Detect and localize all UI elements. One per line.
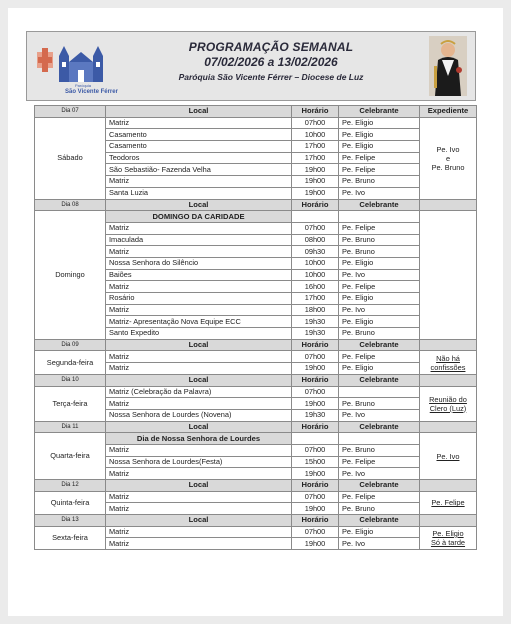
celebrant-cell: Pe. Felipe bbox=[339, 164, 420, 176]
col-header-expediente bbox=[420, 339, 477, 351]
schedule-table bbox=[34, 105, 477, 550]
location-cell: Imaculada bbox=[106, 234, 292, 246]
time-cell: 10h00 bbox=[292, 129, 339, 141]
celebrant-cell: Pe. Eligio bbox=[339, 526, 420, 538]
location-cell: Nossa Senhora do Silêncio bbox=[106, 257, 292, 269]
location-cell: Matriz bbox=[106, 526, 292, 538]
location-cell: Santa Luzia bbox=[106, 187, 292, 199]
expediente-cell bbox=[420, 491, 477, 514]
schedule-row bbox=[35, 351, 477, 363]
time-cell: 07h00 bbox=[292, 526, 339, 538]
celebrant-cell: Pe. Felipe bbox=[339, 351, 420, 363]
time-cell: 10h00 bbox=[292, 257, 339, 269]
day-header-row bbox=[35, 374, 477, 386]
celebrant-cell: Pe. Ivo bbox=[339, 187, 420, 199]
empty-cell bbox=[292, 211, 339, 223]
col-header-local: Local bbox=[106, 421, 292, 433]
location-cell: Matriz bbox=[106, 281, 292, 293]
expediente-line: Pe. Felipe bbox=[431, 498, 465, 508]
col-header-horario: Horário bbox=[292, 421, 339, 433]
time-cell: 07h00 bbox=[292, 444, 339, 456]
time-cell: 19h00 bbox=[292, 503, 339, 515]
col-header-expediente bbox=[420, 480, 477, 492]
location-cell: Matriz bbox=[106, 398, 292, 410]
col-header-local: Local bbox=[106, 199, 292, 211]
day-label: Dia 09 bbox=[35, 339, 106, 351]
day-header-row bbox=[35, 480, 477, 492]
time-cell: 19h00 bbox=[292, 187, 339, 199]
time-cell: 08h00 bbox=[292, 234, 339, 246]
day-label: Dia 10 bbox=[35, 374, 106, 386]
location-cell: Nossa Senhora de Lourdes(Festa) bbox=[106, 456, 292, 468]
expediente-cell bbox=[420, 117, 477, 199]
weekday-cell: Domingo bbox=[35, 211, 106, 340]
col-header-local: Local bbox=[106, 106, 292, 118]
location-cell: Matriz bbox=[106, 363, 292, 375]
location-cell: Matriz (Celebração da Palavra) bbox=[106, 386, 292, 398]
weekday-cell: Sábado bbox=[35, 117, 106, 199]
expediente-line: Clero (Luz) bbox=[429, 403, 467, 413]
celebrant-cell: Pe. Felipe bbox=[339, 491, 420, 503]
celebrant-cell bbox=[339, 386, 420, 398]
subtitle-row bbox=[35, 211, 477, 223]
weekday-cell: Quinta-feira bbox=[35, 491, 106, 514]
expediente-line: Só à tarde bbox=[430, 537, 466, 547]
celebrant-cell: Pe. Eligio bbox=[339, 117, 420, 129]
expediente-cell bbox=[420, 351, 477, 374]
col-header-local: Local bbox=[106, 480, 292, 492]
celebrant-cell: Pe. Ivo bbox=[339, 468, 420, 480]
time-cell: 10h00 bbox=[292, 269, 339, 281]
celebrant-cell: Pe. Eligio bbox=[339, 363, 420, 375]
time-cell: 19h00 bbox=[292, 363, 339, 375]
location-cell: Matriz bbox=[106, 503, 292, 515]
time-cell: 19h00 bbox=[292, 538, 339, 550]
logo-caption: Paróquia bbox=[75, 83, 92, 88]
schedule-title: PROGRAMAÇÃO SEMANAL bbox=[188, 40, 354, 54]
time-cell: 07h00 bbox=[292, 222, 339, 234]
time-cell: 19h00 bbox=[292, 398, 339, 410]
parish-logo-icon bbox=[35, 38, 118, 95]
col-header-expediente: Expediente bbox=[420, 106, 477, 118]
location-cell: Matriz bbox=[106, 351, 292, 363]
weekday-cell: Segunda-feira bbox=[35, 351, 106, 374]
location-cell: São Sebastião- Fazenda Velha bbox=[106, 164, 292, 176]
expediente-line: Não há bbox=[436, 353, 460, 363]
schedule-row bbox=[35, 386, 477, 398]
empty-cell bbox=[339, 211, 420, 223]
location-cell: Matriz- Apresentação Nova Equipe ECC bbox=[106, 316, 292, 328]
col-header-horario: Horário bbox=[292, 480, 339, 492]
time-cell: 19h30 bbox=[292, 316, 339, 328]
location-cell: Rosário bbox=[106, 293, 292, 305]
celebrant-cell: Pe. Felipe bbox=[339, 152, 420, 164]
time-cell: 15h00 bbox=[292, 456, 339, 468]
expediente-cell bbox=[420, 386, 477, 421]
expediente-line: confissões bbox=[430, 362, 466, 372]
time-cell: 19h00 bbox=[292, 176, 339, 188]
celebrant-cell: Pe. Eligio bbox=[339, 141, 420, 153]
time-cell: 19h30 bbox=[292, 409, 339, 421]
col-header-celebrante: Celebrante bbox=[339, 106, 420, 118]
expediente-line: Reunião do bbox=[429, 394, 467, 404]
celebrant-cell: Pe. Eligio bbox=[339, 257, 420, 269]
col-header-expediente bbox=[420, 199, 477, 211]
celebrant-cell: Pe. Bruno bbox=[339, 444, 420, 456]
col-header-local: Local bbox=[106, 339, 292, 351]
location-cell: Matriz bbox=[106, 491, 292, 503]
location-cell: Matriz bbox=[106, 468, 292, 480]
expediente-cell bbox=[420, 526, 477, 549]
col-header-horario: Horário bbox=[292, 339, 339, 351]
col-header-celebrante: Celebrante bbox=[339, 515, 420, 527]
time-cell: 07h00 bbox=[292, 351, 339, 363]
schedule-row bbox=[35, 526, 477, 538]
celebrant-cell: Pe. Ivo bbox=[339, 409, 420, 421]
celebrant-cell: Pe. Bruno bbox=[339, 246, 420, 258]
day-subtitle: Dia de Nossa Senhora de Lourdes bbox=[106, 433, 292, 445]
location-cell: Teodoros bbox=[106, 152, 292, 164]
day-subtitle: DOMINGO DA CARIDADE bbox=[106, 211, 292, 223]
celebrant-cell: Pe. Ivo bbox=[339, 304, 420, 316]
expediente-cell bbox=[420, 211, 477, 340]
expediente-line: e bbox=[445, 153, 451, 163]
celebrant-cell: Pe. Ivo bbox=[339, 269, 420, 281]
celebrant-cell: Pe. Felipe bbox=[339, 456, 420, 468]
subtitle-row bbox=[35, 433, 477, 445]
location-cell: Casamento bbox=[106, 141, 292, 153]
expediente-line: Pe. Ivo bbox=[436, 451, 460, 461]
time-cell: 07h00 bbox=[292, 491, 339, 503]
celebrant-cell: Pe. Bruno bbox=[339, 328, 420, 340]
header-banner bbox=[26, 31, 476, 101]
celebrant-cell: Pe. Ivo bbox=[339, 538, 420, 550]
celebrant-cell: Pe. Eligio bbox=[339, 129, 420, 141]
location-cell: Matriz bbox=[106, 304, 292, 316]
location-cell: Matriz bbox=[106, 538, 292, 550]
celebrant-cell: Pe. Bruno bbox=[339, 503, 420, 515]
day-label: Dia 13 bbox=[35, 515, 106, 527]
time-cell: 07h00 bbox=[292, 386, 339, 398]
day-header-row bbox=[35, 421, 477, 433]
time-cell: 16h00 bbox=[292, 281, 339, 293]
schedule-dates: 07/02/2026 a 13/02/2026 bbox=[204, 55, 338, 69]
col-header-celebrante: Celebrante bbox=[339, 374, 420, 386]
col-header-local: Local bbox=[106, 515, 292, 527]
saint-image-icon bbox=[429, 36, 467, 96]
weekday-cell: Quarta-feira bbox=[35, 433, 106, 480]
col-header-horario: Horário bbox=[292, 106, 339, 118]
location-cell: Santo Expedito bbox=[106, 328, 292, 340]
col-header-expediente bbox=[420, 374, 477, 386]
col-header-expediente bbox=[420, 421, 477, 433]
weekday-cell: Terça-feira bbox=[35, 386, 106, 421]
celebrant-cell: Pe. Eligio bbox=[339, 293, 420, 305]
col-header-expediente bbox=[420, 515, 477, 527]
location-cell: Matriz bbox=[106, 246, 292, 258]
day-label: Dia 07 bbox=[35, 106, 106, 118]
col-header-celebrante: Celebrante bbox=[339, 421, 420, 433]
location-cell: Baiões bbox=[106, 269, 292, 281]
location-cell: Nossa Senhora de Lourdes (Novena) bbox=[106, 409, 292, 421]
celebrant-cell: Pe. Bruno bbox=[339, 234, 420, 246]
expediente-cell bbox=[420, 433, 477, 480]
time-cell: 17h00 bbox=[292, 293, 339, 305]
day-label: Dia 08 bbox=[35, 199, 106, 211]
parish-name: Paróquia São Vicente Férrer – Diocese de Luz bbox=[178, 72, 364, 82]
celebrant-cell: Pe. Felipe bbox=[339, 281, 420, 293]
col-header-horario: Horário bbox=[292, 515, 339, 527]
day-header-row bbox=[35, 199, 477, 211]
location-cell: Matriz bbox=[106, 444, 292, 456]
time-cell: 17h00 bbox=[292, 141, 339, 153]
day-header-row bbox=[35, 339, 477, 351]
location-cell: Casamento bbox=[106, 129, 292, 141]
day-header-row bbox=[35, 106, 477, 118]
col-header-local: Local bbox=[106, 374, 292, 386]
expediente-line: Pe. Ivo bbox=[436, 144, 460, 154]
day-label: Dia 12 bbox=[35, 480, 106, 492]
time-cell: 17h00 bbox=[292, 152, 339, 164]
time-cell: 19h00 bbox=[292, 468, 339, 480]
expediente-line: Pe. Bruno bbox=[431, 162, 465, 172]
col-header-celebrante: Celebrante bbox=[339, 480, 420, 492]
celebrant-cell: Pe. Bruno bbox=[339, 398, 420, 410]
time-cell: 19h30 bbox=[292, 328, 339, 340]
col-header-horario: Horário bbox=[292, 374, 339, 386]
empty-cell bbox=[292, 433, 339, 445]
schedule-row bbox=[35, 491, 477, 503]
col-header-celebrante: Celebrante bbox=[339, 199, 420, 211]
weekday-cell: Sexta-feira bbox=[35, 526, 106, 549]
time-cell: 09h30 bbox=[292, 246, 339, 258]
location-cell: Matriz bbox=[106, 117, 292, 129]
time-cell: 19h00 bbox=[292, 164, 339, 176]
logo-name: São Vicente Férrer bbox=[65, 89, 118, 95]
time-cell: 07h00 bbox=[292, 117, 339, 129]
day-label: Dia 11 bbox=[35, 421, 106, 433]
empty-cell bbox=[339, 433, 420, 445]
celebrant-cell: Pe. Bruno bbox=[339, 176, 420, 188]
schedule-row bbox=[35, 117, 477, 129]
celebrant-cell: Pe. Felipe bbox=[339, 222, 420, 234]
location-cell: Matriz bbox=[106, 176, 292, 188]
day-header-row bbox=[35, 515, 477, 527]
celebrant-cell: Pe. Eligio bbox=[339, 316, 420, 328]
location-cell: Matriz bbox=[106, 222, 292, 234]
time-cell: 18h00 bbox=[292, 304, 339, 316]
col-header-horario: Horário bbox=[292, 199, 339, 211]
col-header-celebrante: Celebrante bbox=[339, 339, 420, 351]
expediente-line: Pe. Eligio bbox=[432, 528, 464, 538]
